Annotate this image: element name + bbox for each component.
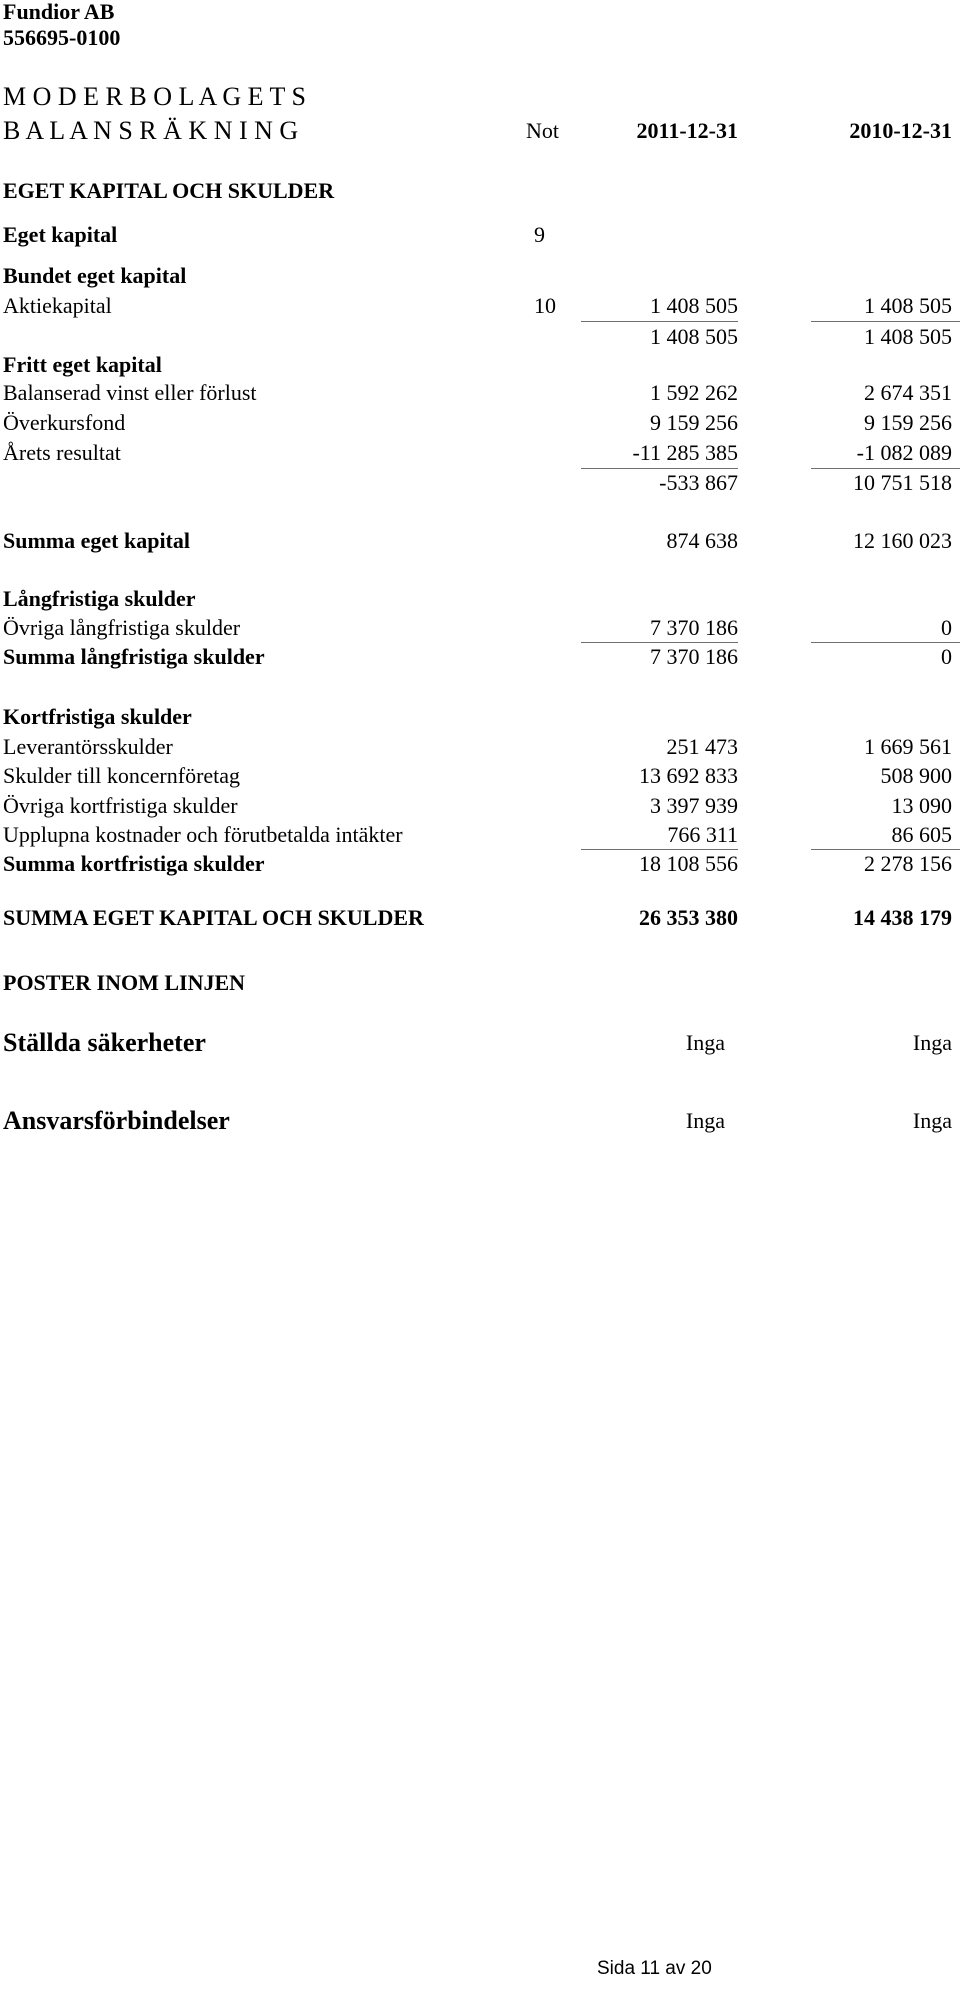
current-year-value: 7 370 186	[650, 644, 738, 669]
previous-year-value: 13 090	[891, 793, 952, 818]
row-aktiekapital	[0, 292, 960, 320]
row-ansvarsforbindelser	[0, 1105, 960, 1137]
previous-year-value: 1 408 505	[864, 324, 952, 349]
row-overkursfond	[0, 409, 960, 437]
previous-year-value: 12 160 023	[853, 528, 952, 553]
current-year-header: 2011-12-31	[636, 118, 738, 143]
previous-year-value: -1 082 089	[856, 440, 952, 465]
subheading-kortfristiga-skulder	[0, 703, 960, 731]
current-year-value: 874 638	[666, 528, 738, 553]
balance-sheet-title: B A L A N S R Ä K N I N G	[3, 116, 299, 145]
row-label: Skulder till koncernföretag	[3, 763, 241, 788]
current-year-value: Inga	[685, 1030, 725, 1055]
row-summa-langfristiga-skulder	[0, 643, 960, 671]
row-eget-kapital	[0, 221, 960, 249]
previous-year-value: 508 900	[880, 763, 952, 788]
row-label: Årets resultat	[3, 440, 121, 465]
row-stallda-sakerheter	[0, 1027, 960, 1059]
row-label: Summa långfristiga skulder	[3, 644, 265, 669]
previous-year-value: 10 751 518	[853, 470, 952, 495]
previous-year-value: 9 159 256	[864, 410, 952, 435]
previous-year-value: 1 408 505	[864, 293, 952, 318]
row-label: Summa eget kapital	[3, 528, 190, 553]
current-year-value: 26 353 380	[639, 905, 738, 930]
row-ovriga-kortfristiga-skulder	[0, 792, 960, 820]
previous-year-value: 0	[941, 644, 952, 669]
row-label: Balanserad vinst eller förlust	[3, 380, 257, 405]
previous-year-value: 14 438 179	[853, 905, 952, 930]
current-year-value: 251 473	[666, 734, 738, 759]
previous-year-value: 0	[941, 615, 952, 640]
row-label: Upplupna kostnader och förutbetalda intäkter	[3, 822, 403, 847]
row-label: Fritt eget kapital	[3, 352, 162, 377]
column-header-row	[0, 116, 960, 146]
underline-rule	[811, 321, 960, 322]
current-year-value: 3 397 939	[650, 793, 738, 818]
current-year-value: 1 408 505	[650, 293, 738, 318]
previous-year-value: Inga	[912, 1108, 952, 1133]
section-heading-equity-liabilities	[0, 177, 960, 205]
previous-year-value: 86 605	[891, 822, 952, 847]
row-label: Övriga kortfristiga skulder	[3, 793, 238, 818]
note-column-header: Not	[526, 118, 559, 143]
previous-year-value: 2 674 351	[864, 380, 952, 405]
previous-year-value: 1 669 561	[864, 734, 952, 759]
row-subtotal-bundet	[0, 323, 960, 351]
row-label: Övriga långfristiga skulder	[3, 615, 241, 640]
row-label: Leverantörsskulder	[3, 734, 173, 759]
row-label: Ställda säkerheter	[3, 1028, 206, 1057]
company-name: Fundior AB	[3, 0, 115, 24]
row-note: 10	[534, 293, 556, 318]
current-year-value: 766 311	[667, 822, 738, 847]
subheading-bundet-eget-kapital	[0, 262, 960, 290]
org-number: 556695-0100	[3, 25, 121, 50]
subheading-langfristiga-skulder	[0, 585, 960, 613]
row-subtotal-fritt	[0, 469, 960, 497]
row-skulder-koncernforetag	[0, 762, 960, 790]
row-label: Överkursfond	[3, 410, 126, 435]
row-label: Bundet eget kapital	[3, 263, 187, 288]
row-arets-resultat	[0, 439, 960, 467]
row-label: Långfristiga skulder	[3, 586, 196, 611]
previous-year-value: 2 278 156	[864, 851, 952, 876]
row-label: Eget kapital	[3, 222, 118, 247]
current-year-value: -11 285 385	[632, 440, 738, 465]
row-label: Ansvarsförbindelser	[3, 1106, 230, 1135]
underline-rule	[581, 321, 738, 322]
row-note: 9	[534, 222, 545, 247]
subheading-fritt-eget-kapital	[0, 351, 960, 379]
current-year-value: -533 867	[659, 470, 738, 495]
row-label: Kortfristiga skulder	[3, 704, 192, 729]
page-number: Sida 11 av 20	[597, 1958, 712, 1979]
row-upplupna-kostnader	[0, 821, 960, 849]
row-leverantorsskulder	[0, 733, 960, 761]
row-summa-eget-kapital	[0, 527, 960, 555]
current-year-value: 9 159 256	[650, 410, 738, 435]
row-summa-kortfristiga-skulder	[0, 850, 960, 878]
current-year-value: 18 108 556	[639, 851, 738, 876]
current-year-value: 13 692 833	[639, 763, 738, 788]
row-total-equity-liabilities	[0, 904, 960, 932]
row-label: Aktiekapital	[3, 293, 112, 318]
row-ovriga-langfristiga-skulder	[0, 614, 960, 642]
document-title: M O D E R B O L A G E T S	[3, 82, 306, 111]
current-year-value: 7 370 186	[650, 615, 738, 640]
row-label: Summa kortfristiga skulder	[3, 851, 265, 876]
row-label: POSTER INOM LINJEN	[3, 970, 246, 995]
row-balanserad-vinst	[0, 379, 960, 407]
current-year-value: Inga	[685, 1108, 725, 1133]
section-heading-poster-inom-linjen	[0, 969, 960, 997]
previous-year-value: Inga	[912, 1030, 952, 1055]
current-year-value: 1 592 262	[650, 380, 738, 405]
previous-year-header: 2010-12-31	[849, 118, 952, 143]
current-year-value: 1 408 505	[650, 324, 738, 349]
row-label: SUMMA EGET KAPITAL OCH SKULDER	[3, 905, 424, 930]
row-label: EGET KAPITAL OCH SKULDER	[3, 178, 335, 203]
